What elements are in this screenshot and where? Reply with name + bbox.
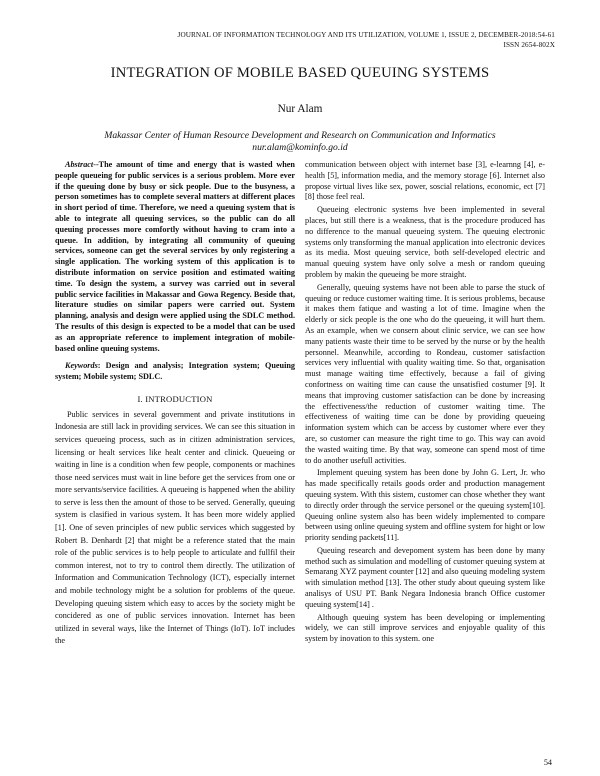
right-column (305, 160, 545, 645)
author-name: Nur Alam (277, 103, 323, 115)
keywords-text: : Design and analysis; Integration system; Queuing system; Mobile system; SDLC. (55, 361, 295, 382)
page-number: 54 (543, 758, 552, 767)
paper-title: INTEGRATION OF MOBILE BASED QUEUING SYSTEMS (110, 65, 490, 81)
intro-paragraph-6: Queuing research and devepoment system has been done by many method such as simulation and modelling of customer queuing system at Semarang XYZ payment counter [12] and also queuing modeling system with simulation method [13]. The other study about queuing system like analisys of USU PT. Bank Negara Indonesia branch Office customer queuing system[14] . (305, 545, 545, 609)
journal-line: JOURNAL OF INFORMATION TECHNOLOGY AND ITS UTILIZATION, VOLUME 1, ISSUE 2, DECEMBER-2018:54-61 (177, 31, 555, 39)
running-header (35, 30, 555, 50)
intro-paragraph-5: Implement queuing system has been done by John G. Lert, Jr. who has made specifically retails goods order and production management queuing system. With this sistem, customer can chose whether they want to directly order through the service personel or the queuing system[10]. Queuing online system also has been widely implemented to compare between using online queuing system and offline system for hight or low priority sending packets[11]. (305, 468, 545, 543)
abstract-lead: Abstract- (65, 160, 96, 169)
abstract (55, 160, 295, 354)
section-heading-introduction: I. INTRODUCTION (137, 393, 213, 404)
abstract-text: -The amount of time and energy that is wasted when people queueing for public services is a serious problem. More ever if the queuing done by busy or sick people. Due to the busyness, a person sometimes has to complete several matters at different places in short period of time. Therefore, we need a queuing system that is able to integrate all queuing services, so the public can do all queuing processes more comfortly without having to cram into a queue. In addition, by integrating all community of queuing services, someone can get the several services by only registering a single application. The working system of this application is to distribute information on service position and estimated waiting time. To design the system, a survey was carried out in several public service facilities in Makassar and Gowa Regency. Beside that, literature studies on similar papers were carried out. System planning, analysis and design were applied using the SDLC method. The results of this design is expected to be a model that can be used as an appropriate reference to implement integration of mobile-based online queuing systems. (55, 160, 295, 353)
intro-paragraph-7: Although queuing system has been developing or implementing widely, we can still improve services and enjoyable quality of this system by inovation to this system. one (305, 612, 545, 644)
affiliation-block (40, 130, 560, 154)
keywords (55, 361, 295, 383)
author-email: nur.alam@kominfo.go.id (252, 142, 348, 153)
keywords-lead: Keywords (65, 361, 98, 371)
intro-paragraph-3: Queueing electronic systems hve been implemented in several places, but still there is a weakness, that is the procedure produced has no difference to the manual queueing system. The queuing electronic systems only transforming the manual application into electronic devices as its media. Most queuing service, both self-developed electric and manual queuing system have only solve a mesh or random queuing problem by makin the queueing be more straight. (305, 205, 545, 279)
left-column (55, 160, 295, 648)
issn: ISSN 2654-802X (503, 41, 555, 49)
intro-paragraph-4: Generally, queuing systems have not been able to parse the stuck of queuing or reduce customer waiting time. It is serious problems, because it makes them fatique and wasting a lot of time. Imagine when the elderly or sick people is the one who do the queueing, it will hurt them. As an example, when we consern about clinic service, we can see how many patients waste their time to be served by the nurse or by the health personnel. Meanwhile, according to Rondeau, customer satisfaction services very influential with quality waiting time. So that, organisation must manage waiting time effectively, because a fail of giving confortness on waiting time can cause the unsatisfied costumer [9]. It means that improving customer satisfaction can be done by increasing the effectiveness/the reduction of customer waiting time. The effectiveness of waiting time can be done by providing queueing information system which can be access by customer where ever they are, so customer can measure the right time to go. This way can avoid the wasted waiting time. By that way, someone can spend most of time to do another usefull activities. (305, 282, 545, 465)
intro-paragraph-2: communication between object with internet base [3], e-learnng [4], e-health [5], information media, and the memory storage [6]. Internet also propose virtual lives like sex, power, soscial relations, economic, ect [7][8] those feel real. (305, 160, 545, 202)
affiliation: Makassar Center of Human Resource Development and Research on Communication and Informatics (104, 130, 496, 141)
intro-paragraph-1: Public services in several government and private institutions in Indonesia are still lack in providing services. We can see this situation in services queueing process, such as in citizen administration services, licensing or healt services like healt center and clinick. Queueing or waiting in line is a condition when few people, components or machines those need services must wait in line before get the services from one or more servants/service facilities. A queueing is happened when the ability to serve is less then the amount of those to be served. Generally, queuing system is clasified in various system. It has been more widely applied [1]. One of seven principles of new public services which suggested by Robert B. Denhardt [2] that might be a reference stated that the main role of the public services is to help people to articulate and fullfil their common interest, not to try to control them directly. The utilization of Information and Communication Technology (ICT), especially internet and mobile technology might be a solution for problems of the queue. Developing queuing sistem which easy to acces by the society might be concidered as one of public services innovation. Internet has been utilized in several ways, like the Internet of Things (IoT). IoT includes the (55, 409, 295, 646)
